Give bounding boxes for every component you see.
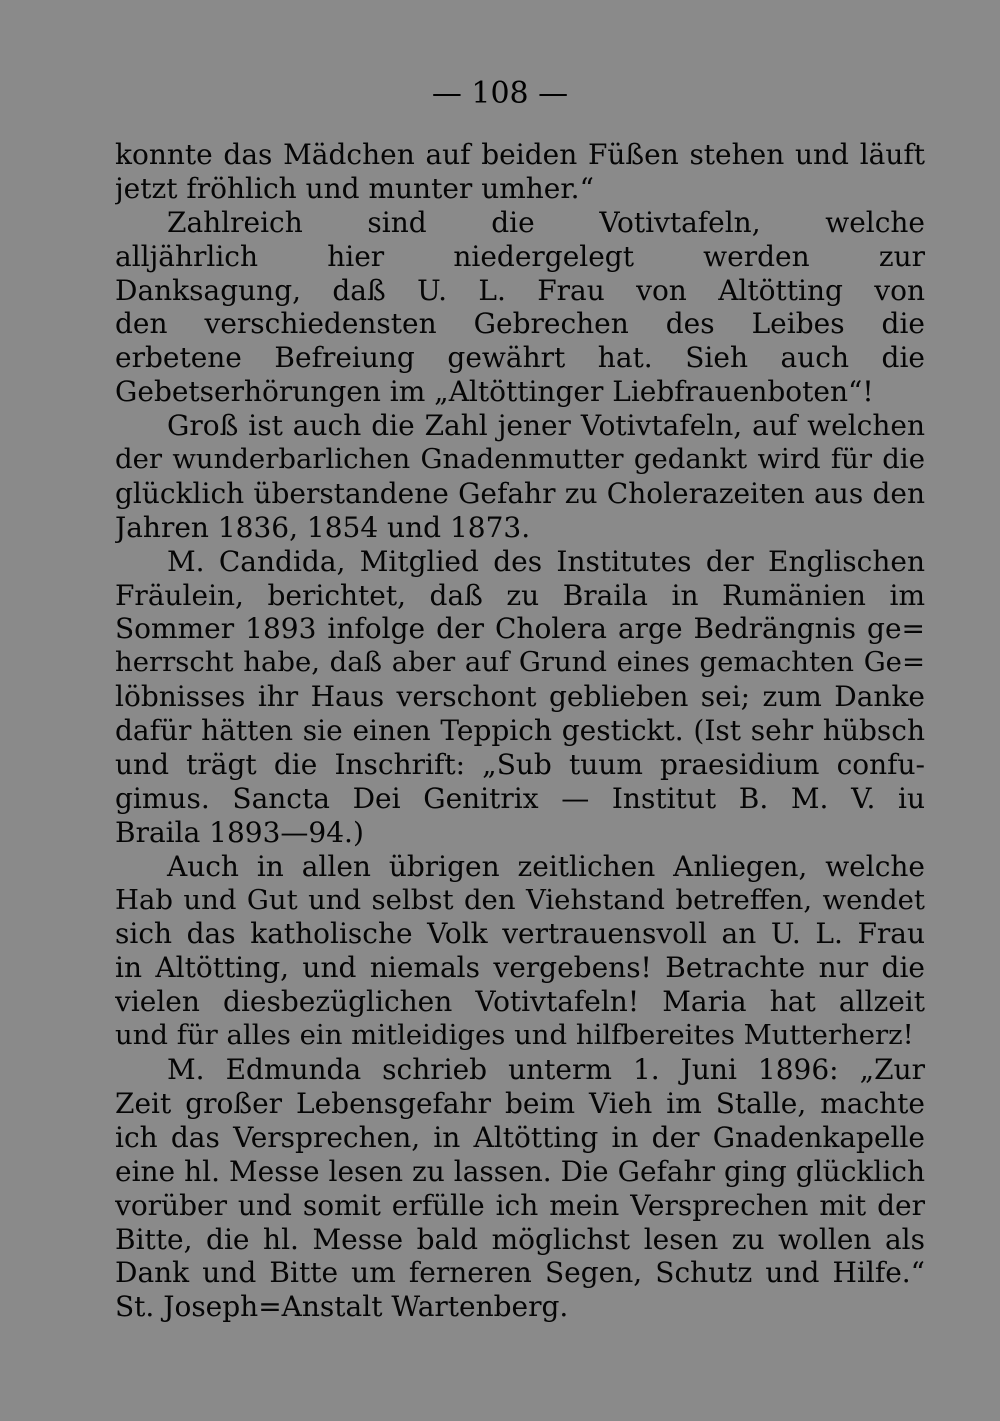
text-line: alljährlich hier niedergelegt werden zur [115, 239, 925, 273]
text-line: gimus. Sancta Dei Genitrix — Institut B. M. V. iu [115, 781, 925, 815]
text-line: Hab und Gut und selbst den Viehstand betreffen, wendet [115, 883, 925, 916]
text-line: Bitte, die hl. Messe bald möglichst lesen zu wollen als [115, 1222, 925, 1256]
text-line: Auch in allen übrigen zeitlichen Anliegen, welche [167, 849, 925, 883]
body-text [115, 138, 925, 1324]
text-line: herrscht habe, daß aber auf Grund eines gemachten Ge= [115, 646, 925, 679]
text-line: vielen diesbezüglichen Votivtafeln! Maria hat allzeit [115, 985, 925, 1019]
text-line: glücklich überstandene Gefahr zu Cholerazeiten aus den [115, 476, 925, 510]
text-line: und für alles ein mitleidiges und hilfbereites Mutterherz! [115, 1019, 914, 1052]
page-number: — 108 — [431, 76, 569, 111]
text-line: und trägt die Inschrift: „Sub tuum praesidium confu- [115, 748, 925, 782]
text-line: in Altötting, und niemals vergebens! Betrachte nur die [115, 951, 925, 985]
text-line: der wunderbarlichen Gnadenmutter gedankt wird für die [115, 443, 925, 476]
text-line: sich das katholische Volk vertrauensvoll an U. L. Frau [115, 917, 925, 951]
text-line: M. Edmunda schrieb unterm 1. Juni 1896: „Zur [167, 1053, 925, 1087]
text-line: M. Candida, Mitglied des Institutes der Englischen [167, 544, 925, 578]
text-line: dafür hätten sie einen Teppich gestickt. (Ist sehr hübsch [115, 714, 925, 748]
text-line: St. Joseph=Anstalt Wartenberg. [115, 1290, 569, 1324]
text-line: ich das Versprechen, in Altötting in der Gnadenkapelle [115, 1120, 925, 1154]
text-line: eine hl. Messe lesen zu lassen. Die Gefahr ging glücklich [115, 1154, 925, 1188]
text-line: jetzt fröhlich und munter umher.“ [115, 171, 594, 205]
text-line: Braila 1893—94.) [115, 815, 364, 849]
text-line: Fräulein, berichtet, daß zu Braila in Rumänien im [115, 578, 925, 612]
text-line: Groß ist auch die Zahl jener Votivtafeln, auf welchen [167, 409, 925, 443]
text-line: Zahlreich sind die Votivtafeln, welche [167, 205, 925, 239]
text-line: Sommer 1893 infolge der Cholera arge Bedrängnis ge= [115, 612, 925, 646]
text-line: Jahren 1836, 1854 und 1873. [115, 510, 531, 544]
text-line: Zeit großer Lebensgefahr beim Vieh im Stalle, machte [115, 1086, 925, 1120]
text-line: Dank und Bitte um ferneren Segen, Schutz und Hilfe.“ [115, 1256, 925, 1290]
text-line: löbnisses ihr Haus verschont geblieben sei; zum Danke [115, 680, 925, 714]
text-line: vorüber und somit erfülle ich mein Versprechen mit der [115, 1188, 925, 1222]
text-line: Danksagung, daß U. L. Frau von Altötting von [115, 273, 925, 307]
text-line: konnte das Mädchen auf beiden Füßen stehen und läuft [115, 138, 925, 171]
text-line: erbetene Befreiung gewährt hat. Sieh auch die [115, 341, 925, 375]
text-line: den verschiedensten Gebrechen des Leibes die [115, 307, 925, 341]
text-line: Gebetserhörungen im „Altöttinger Liebfrauenboten“! [115, 375, 874, 409]
